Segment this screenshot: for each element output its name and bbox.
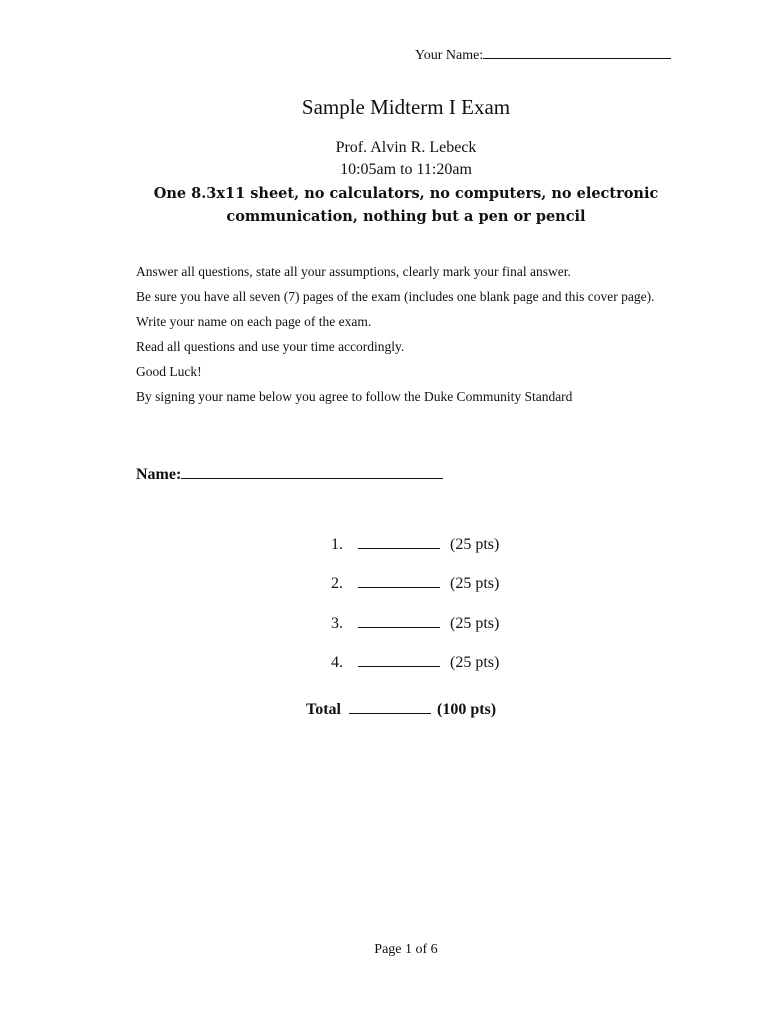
score-blank[interactable] [358, 575, 440, 588]
name-field [136, 464, 443, 484]
score-points: (25 pts) [450, 654, 500, 671]
your-name-label: Your Name: [415, 48, 484, 63]
total-label: Total [306, 701, 341, 718]
exam-time: 10:05am to 11:20am [340, 161, 472, 178]
your-name-line[interactable] [483, 46, 671, 59]
score-points: (25 pts) [450, 615, 500, 632]
exam-title: Sample Midterm I Exam [301, 95, 511, 119]
score-number: 2. [331, 575, 343, 592]
exam-rules-line-2: communication, nothing but a pen or pencil [226, 208, 586, 225]
score-blank[interactable] [358, 536, 440, 549]
score-points: (25 pts) [450, 536, 500, 553]
score-points: (25 pts) [450, 575, 500, 592]
instructions [136, 263, 696, 413]
total-row [306, 701, 496, 719]
total-points: (100 pts) [436, 701, 497, 718]
page-footer: Page 1 of 6 [374, 942, 438, 957]
instruction-item: Read all questions and use your time accordingly. [136, 339, 405, 354]
name-field-label: Name: [136, 466, 182, 483]
instruction-item: Be sure you have all seven (7) pages of the exam (includes one blank page and this cover page). [136, 289, 655, 304]
instruction-item: By signing your name below you agree to follow the Duke Community Standard [136, 389, 573, 404]
exam-rules [0, 182, 768, 228]
score-row [331, 615, 499, 633]
exam-rules-line-1: One 8.3x11 sheet, no calculators, no computers, no electronic [153, 185, 659, 202]
score-blank[interactable] [358, 654, 440, 667]
score-blank[interactable] [358, 615, 440, 628]
instruction-item: Good Luck! [136, 364, 202, 379]
professor-name: Prof. Alvin R. Lebeck [335, 139, 477, 156]
score-row [331, 575, 499, 593]
score-number: 1. [331, 536, 343, 553]
your-name-field [415, 46, 671, 64]
instruction-item: Write your name on each page of the exam. [136, 314, 372, 329]
name-field-line[interactable] [181, 464, 443, 479]
instruction-item: Answer all questions, state all your assumptions, clearly mark your final answer. [136, 264, 571, 279]
total-blank[interactable] [349, 701, 431, 714]
score-row [331, 654, 499, 672]
score-number: 4. [331, 654, 343, 671]
score-number: 3. [331, 615, 343, 632]
score-row [331, 536, 499, 554]
